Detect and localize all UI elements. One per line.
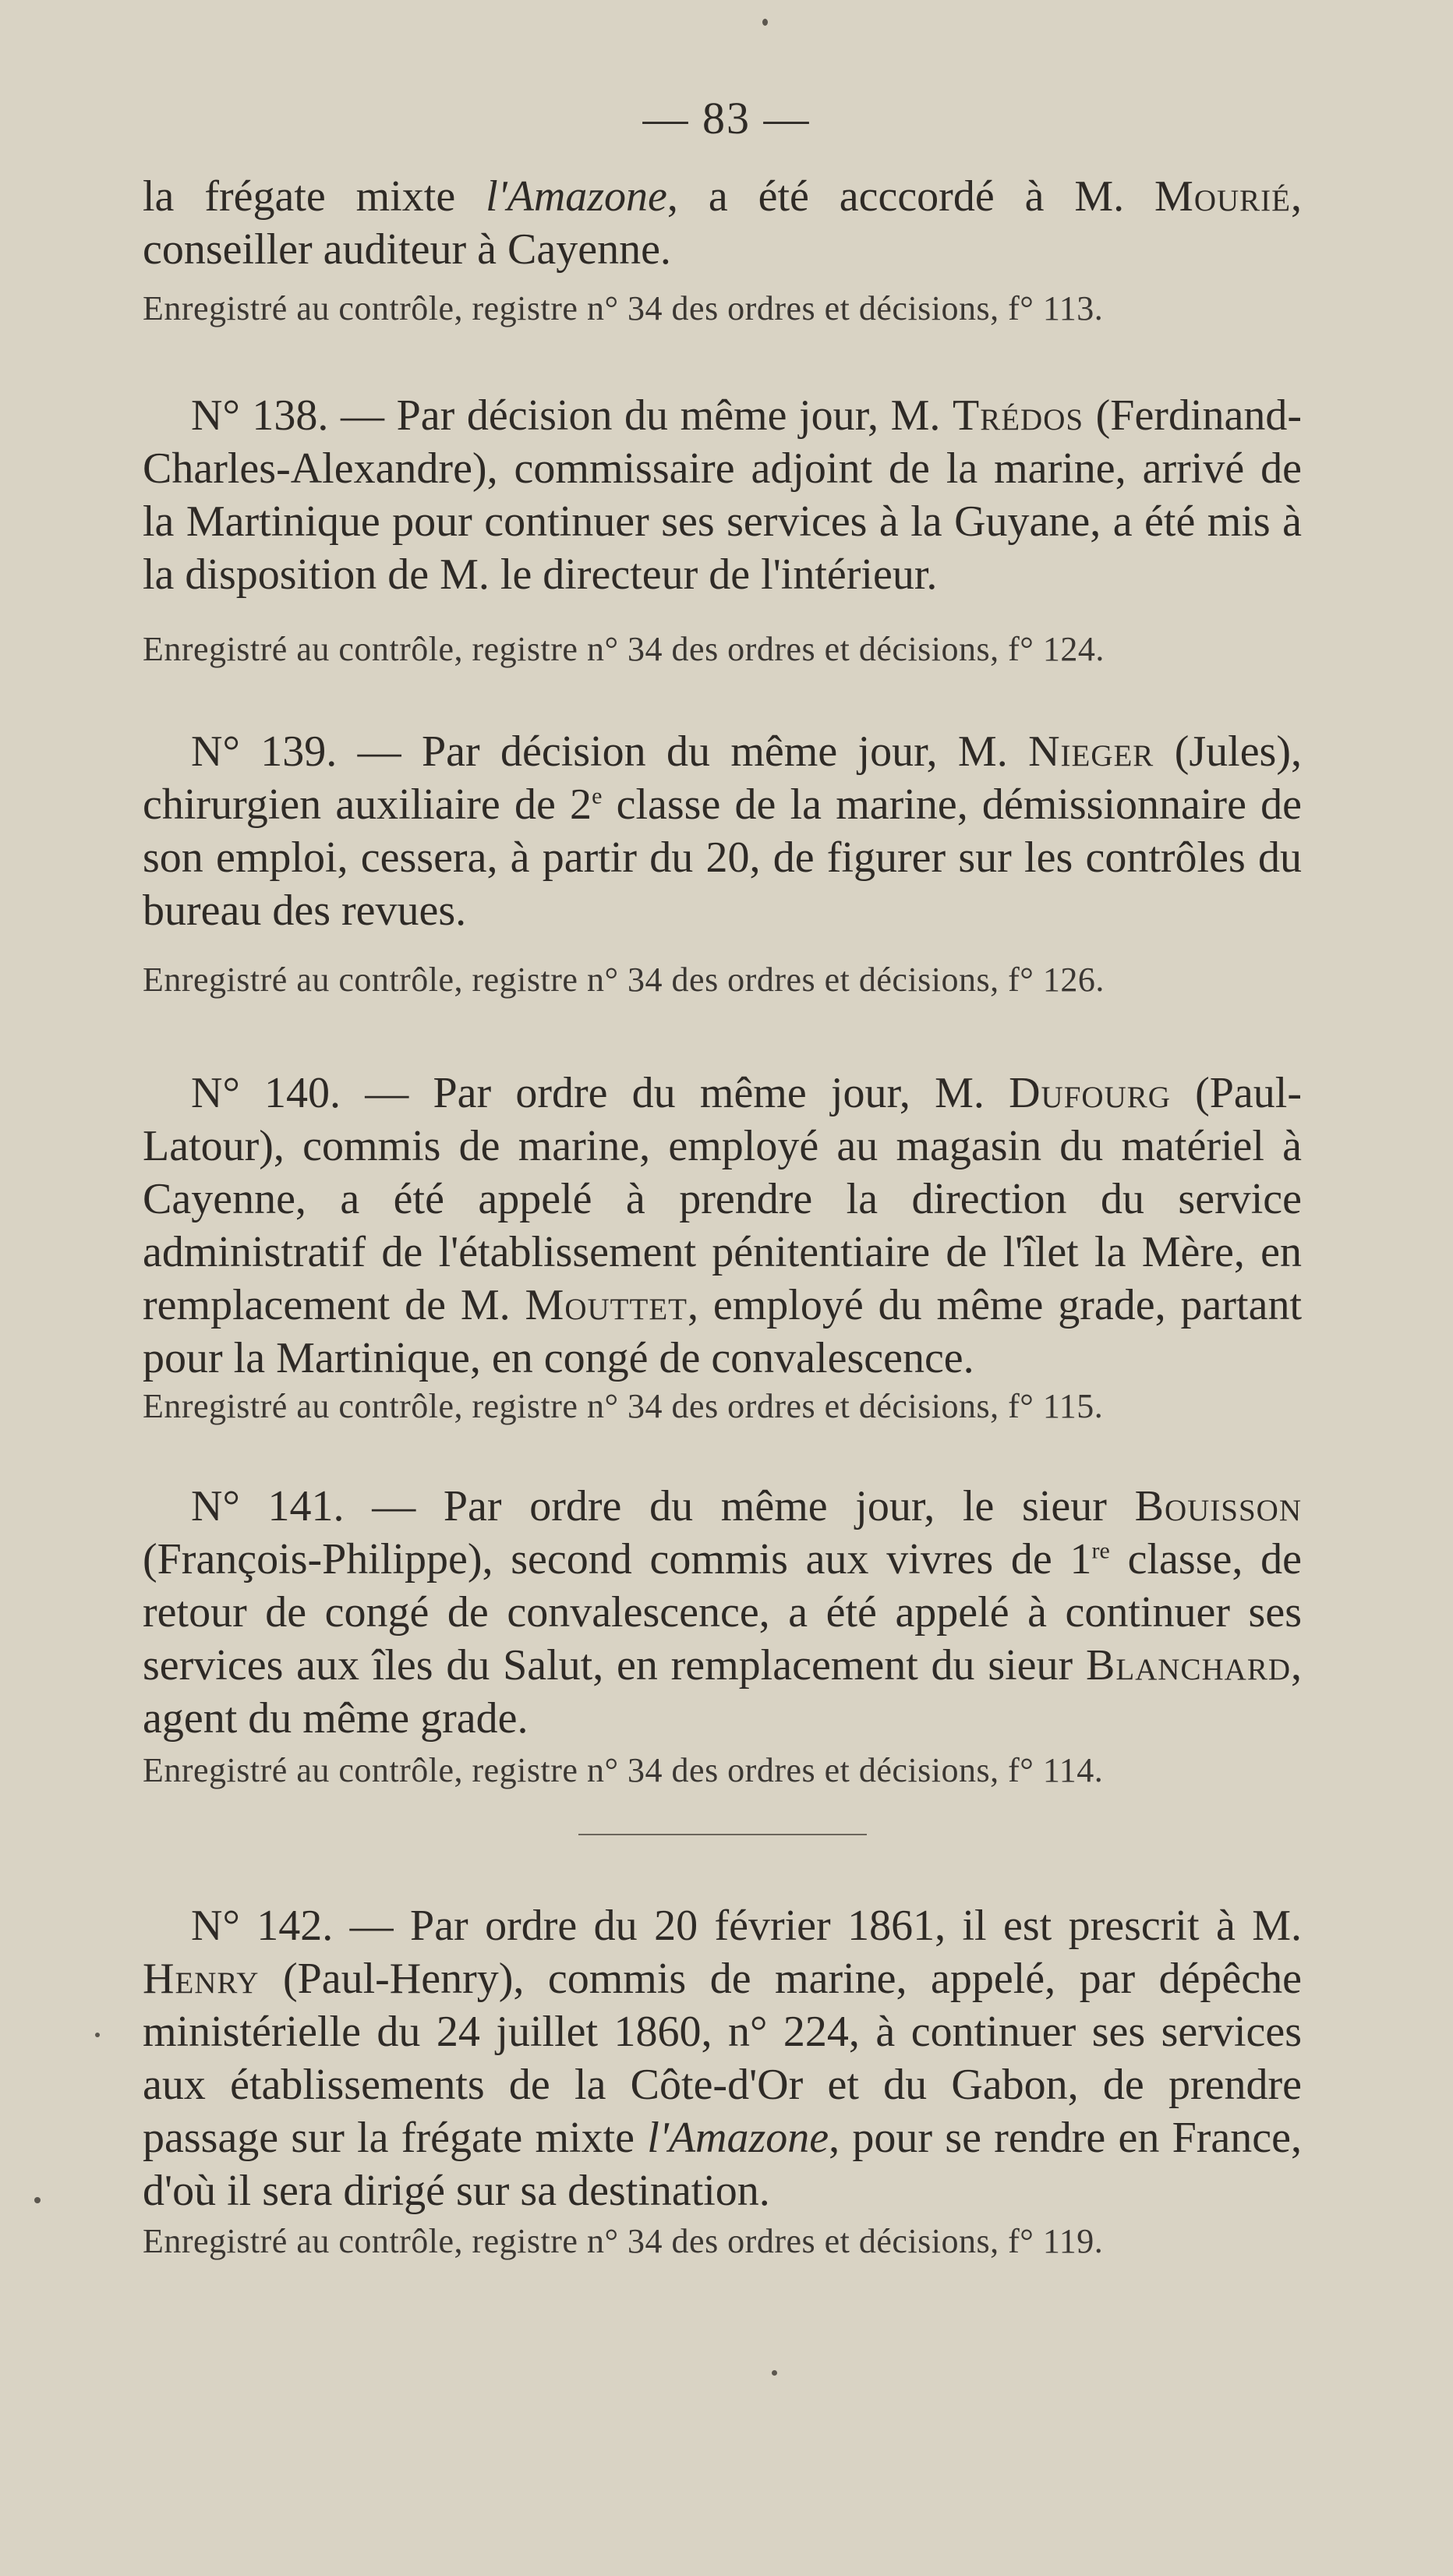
person-name: Nieger	[1028, 727, 1154, 776]
entry-text: (Ferdinand-Charles-Alexandre), commissaire adjoint de la marine, arrivé de la Martinique pour continuer ses services à la Guyane, a été mis à la disposition de M. le directeur de l'intérieur.	[143, 391, 1303, 599]
registration-note: Enregistré au contrôle, registre n° 34 des ordres et décisions, f° 124.	[143, 630, 1105, 668]
entry-text: — Par ordre du même jour, M.	[341, 1069, 1009, 1117]
person-name: Mouttet	[525, 1281, 688, 1329]
scan-speck	[772, 2370, 777, 2376]
person-name: Mourié	[1154, 172, 1291, 221]
entry-number: N° 139.	[191, 727, 338, 776]
entry-number: N° 140.	[191, 1069, 341, 1117]
entry-text: (François-Philippe), second commis aux vivres de 1	[143, 1535, 1092, 1583]
registration-note: Enregistré au contrôle, registre n° 34 des ordres et décisions, f° 114.	[143, 1751, 1104, 1789]
entry-text: — Par décision du même jour, M.	[337, 727, 1029, 776]
person-name: Trédos	[953, 391, 1084, 440]
entry-text: (Jules), chirurgien auxiliaire de 2	[143, 727, 1302, 829]
ship-name: l'Amazone	[486, 172, 667, 221]
entry-141	[143, 1480, 1302, 1745]
entry-text: — Par ordre du même jour, le sieur	[344, 1482, 1135, 1530]
entry-text: classe de la marine, démissionnaire de son emploi, cessera, à partir du 20, de figurer sur les contrôles du bureau des revues.	[143, 780, 1302, 935]
entry-text: , a été acccordé à M.	[666, 172, 1155, 221]
entry-text: (Paul-Latour), commis de marine, employé au magasin du matériel à Cayenne, a été appelé à prendre la direction du service administratif de l'établissement pénitentiaire de l'îlet la Mère, en remplacement de M.	[143, 1069, 1302, 1329]
ship-name: l'Amazone	[647, 2114, 829, 2162]
entry-text: (Paul-Henry), commis de marine, appelé, par dépêche ministérielle du 24 juillet 1860, n° 224, à continuer ses services aux établissements de la Côte-d'Or et du Gabon, de prendre passage sur la frégate mixte	[143, 1955, 1302, 2162]
registration-note: Enregistré au contrôle, registre n° 34 des ordres et décisions, f° 119.	[143, 2222, 1104, 2260]
scan-speck	[762, 19, 768, 26]
person-name: Blanchard	[1085, 1641, 1291, 1690]
person-name: Bouisson	[1134, 1482, 1302, 1530]
entry-continuation	[143, 170, 1302, 276]
entry-number: N° 141.	[191, 1482, 345, 1530]
entry-text: , employé du même grade, partant pour la Martinique, en congé de convalescence.	[143, 1281, 1303, 1382]
entry-text: , pour se rendre en France, d'où il sera dirigé sur sa destination.	[143, 2114, 1302, 2215]
entry-text: , agent du même grade.	[143, 1641, 1302, 1743]
entry-140	[143, 1067, 1302, 1385]
person-name: Henry	[143, 1955, 260, 2003]
registration-note: Enregistré au contrôle, registre n° 34 des ordres et décisions, f° 115.	[143, 1387, 1104, 1425]
entry-text: classe, de retour de congé de convalescence, a été appelé à continuer ses services aux îles du Salut, en remplacement du sieur	[143, 1535, 1302, 1690]
entry-142	[143, 1899, 1302, 2217]
entry-text: , conseiller auditeur à Cayenne.	[143, 172, 1302, 274]
entry-text: — Par décision du même jour, M.	[328, 391, 953, 440]
person-name: Dufourg	[1009, 1069, 1171, 1117]
scan-speck	[34, 2197, 41, 2203]
scan-speck	[95, 2033, 100, 2037]
registration-note: Enregistré au contrôle, registre n° 34 des ordres et décisions, f° 126.	[143, 961, 1105, 999]
ordinal-suffix: re	[1091, 1537, 1110, 1564]
page-number: — 83 —	[642, 93, 811, 143]
entry-number: N° 138.	[191, 391, 329, 440]
registration-note: Enregistré au contrôle, registre n° 34 des ordres et décisions, f° 113.	[143, 289, 1104, 327]
entry-number: N° 142.	[191, 1902, 334, 1950]
ordinal-suffix: e	[592, 783, 603, 809]
entry-138	[143, 389, 1302, 601]
entry-text: la frégate mixte	[143, 172, 486, 221]
entry-139	[143, 725, 1302, 937]
entry-text: — Par ordre du 20 février 1861, il est prescrit à M.	[333, 1902, 1303, 1950]
section-divider	[578, 1834, 867, 1835]
